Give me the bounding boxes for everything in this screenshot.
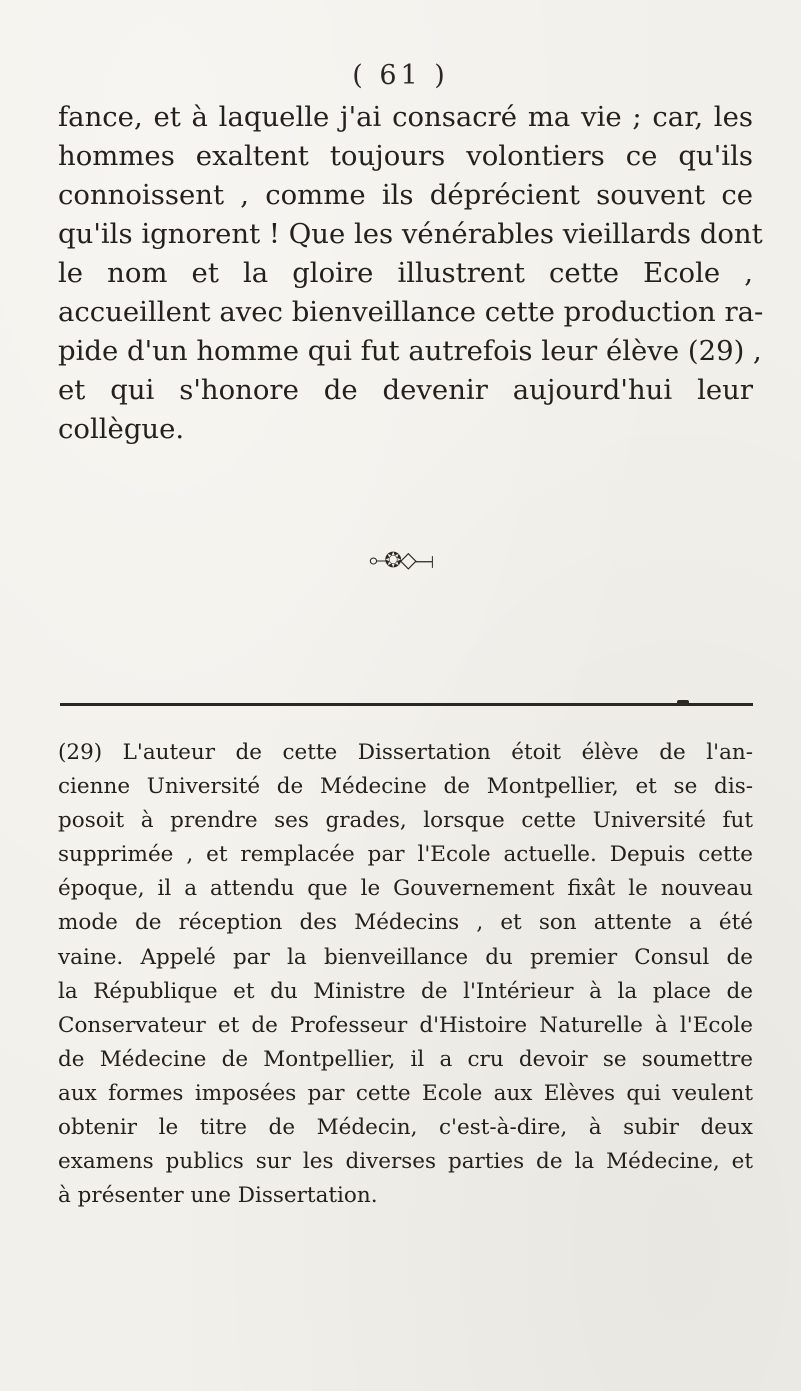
footnote-line: à présenter une Dissertation. [58, 1183, 378, 1209]
footnote-line: obtenir le titre de Médecin, c'est-à-dire, à subir deux [58, 1115, 753, 1141]
main-text-line: connoissent , comme ils déprécient souvent ce [58, 179, 753, 211]
main-text-line: collègue. [58, 413, 185, 445]
ornament-divider-icon: ⟜❂◇⟞ [368, 548, 433, 573]
footnote-line: examens publics sur les diverses parties de la Médecine, et [58, 1149, 753, 1175]
footnote-line: cienne Université de Médecine de Montpellier, et se dis- [58, 774, 753, 800]
footnote-line: vaine. Appelé par la bienveillance du premier Consul de [58, 944, 753, 970]
main-text-line: accueillent avec bienveillance cette production ra- [58, 296, 764, 328]
footnote-line: Conservateur et de Professeur d'Histoire Naturelle à l'Ecole [58, 1012, 753, 1038]
footnote-line: posoit à prendre ses grades, lorsque cette Université fut [58, 808, 753, 834]
footnote-line: (29) L'auteur de cette Dissertation étoit élève de l'an- [58, 740, 753, 765]
main-text-line: fance, et à laquelle j'ai consacré ma vie ; car, les [58, 101, 753, 133]
footnote-line: de Médecine de Montpellier, il a cru devoir se soumettre [58, 1046, 753, 1072]
main-text-line: pide d'un homme qui fut autrefois leur élève (29) , [58, 335, 762, 367]
footnote-block [58, 736, 753, 1213]
footnote-line: aux formes imposées par cette Ecole aux Elèves qui veulent [58, 1080, 753, 1106]
main-text-line: qu'ils ignorent ! Que les vénérables vieillards dont [58, 218, 763, 250]
footnote-line: la République et du Ministre de l'Intérieur à la place de [58, 978, 753, 1004]
main-text-block [58, 98, 764, 449]
footnote-separator-rule [60, 703, 753, 706]
footnote-line: mode de réception des Médecins , et son attente a été [58, 910, 753, 936]
main-text-line: hommes exaltent toujours volontiers ce qu'ils [58, 140, 753, 172]
main-text-line: le nom et la gloire illustrent cette Ecole , [58, 257, 753, 289]
footnote-line: supprimée , et remplacée par l'Ecole actuelle. Depuis cette [58, 842, 753, 868]
footnote-line: époque, il a attendu que le Gouvernement fixât le nouveau [58, 876, 753, 902]
main-text-line: et qui s'honore de devenir aujourd'hui leur [58, 374, 753, 406]
page-number: ( 61 ) [352, 60, 449, 91]
